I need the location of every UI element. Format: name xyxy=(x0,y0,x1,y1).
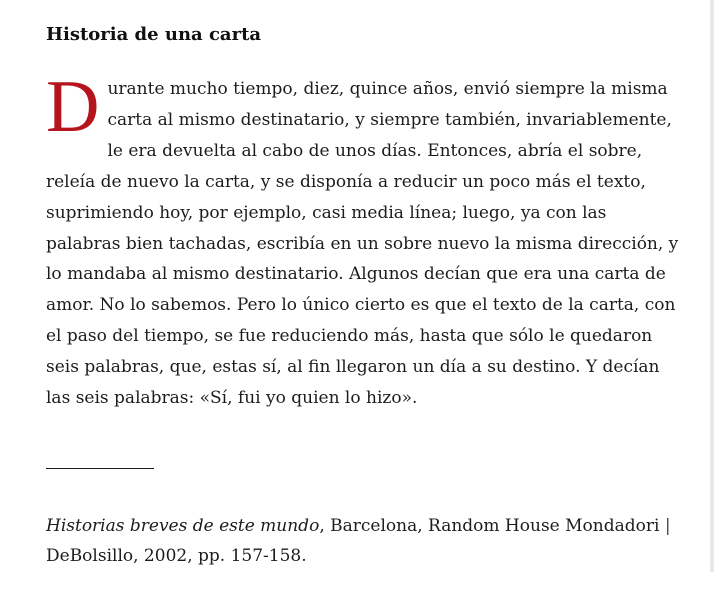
source-book-title: Historias breves de este mundo xyxy=(46,515,320,536)
drop-cap: D xyxy=(46,66,100,148)
source-separator: | xyxy=(659,515,671,536)
source-imprint: DeBolsillo, 2002, pp. 157-158. xyxy=(46,546,307,567)
article-title: Historia de una carta xyxy=(46,24,262,45)
source-publisher: , Barcelona, Random House Mondadori xyxy=(319,515,660,536)
footnote-divider xyxy=(46,468,154,469)
article-body-text: urante mucho tiempo, diez, quince años, envió siempre la misma carta al mismo destinatario, y siempre también, invariablemente, le era devuelta al cabo de unos días. Entonces, abría el sobre, releía de nuevo la carta, y se disponía a reducir un poco más el texto, suprimiendo hoy, por ejemplo, casi media línea; luego, ya con las palabras bien tachadas, escribía en un sobre nuevo la misma dirección, y lo mandaba al mismo destinatario. Algunos decían que era una carta de amor. No lo sabemos. Pero lo único cierto es que el texto de la carta, con el paso del tiempo, se fue reduciendo más, hasta que sólo le quedaron seis palabras, que, estas sí, al fin llegaron un día a su destino. Y decían las seis palabras: «Sí, fui yo quien lo hizo». xyxy=(46,79,679,409)
source-citation xyxy=(46,511,676,572)
article-container xyxy=(46,22,686,589)
article-body xyxy=(46,66,686,414)
scrollbar-track xyxy=(710,0,714,572)
